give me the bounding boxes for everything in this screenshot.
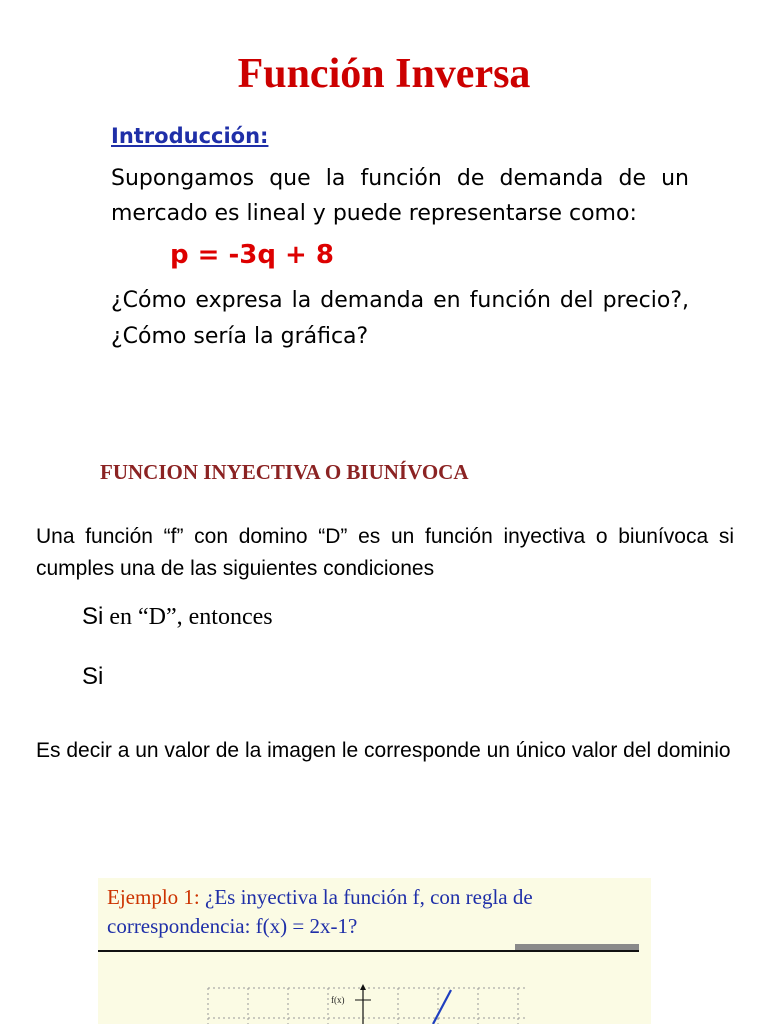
intro-paragraph: Supongamos que la función de demanda de un mercado es lineal y puede representarse como:: [111, 166, 689, 226]
intro-question: ¿Cómo expresa la demanda en función del precio?, ¿Cómo sería la gráfica?: [111, 288, 689, 349]
intro-heading: Introducción:: [111, 124, 269, 148]
example-1-question: ¿Es inyectiva la función f, con regla de correspondencia: f(x) = 2x-1?: [107, 885, 533, 938]
condition-1-si: Si: [82, 603, 104, 630]
injective-heading: FUNCION INYECTIVA O BIUNÍVOCA: [100, 460, 469, 484]
injective-meaning: Es decir a un valor de la imagen le corresponde un único valor del dominio: [36, 739, 731, 762]
graph-axis-label: f(x): [331, 995, 345, 1005]
injective-definition: Una función “f” con domino “D” es un función inyectiva o biunívoca si cumples una de las siguientes condiciones: [36, 525, 734, 580]
function-line: [433, 990, 451, 1024]
condition-2: Si: [82, 663, 104, 690]
page-title: Función Inversa: [237, 51, 531, 97]
function-graph: [98, 952, 651, 1024]
example-1-box: [98, 878, 651, 1024]
example-1-lead: Ejemplo 1:: [107, 885, 200, 909]
graph-grid: [208, 988, 528, 1024]
condition-1-rest: en “D”, entonces: [103, 604, 273, 630]
example-1-text: [107, 883, 647, 941]
demand-formula: p = -3q + 8: [170, 240, 334, 270]
condition-1: [82, 603, 273, 631]
